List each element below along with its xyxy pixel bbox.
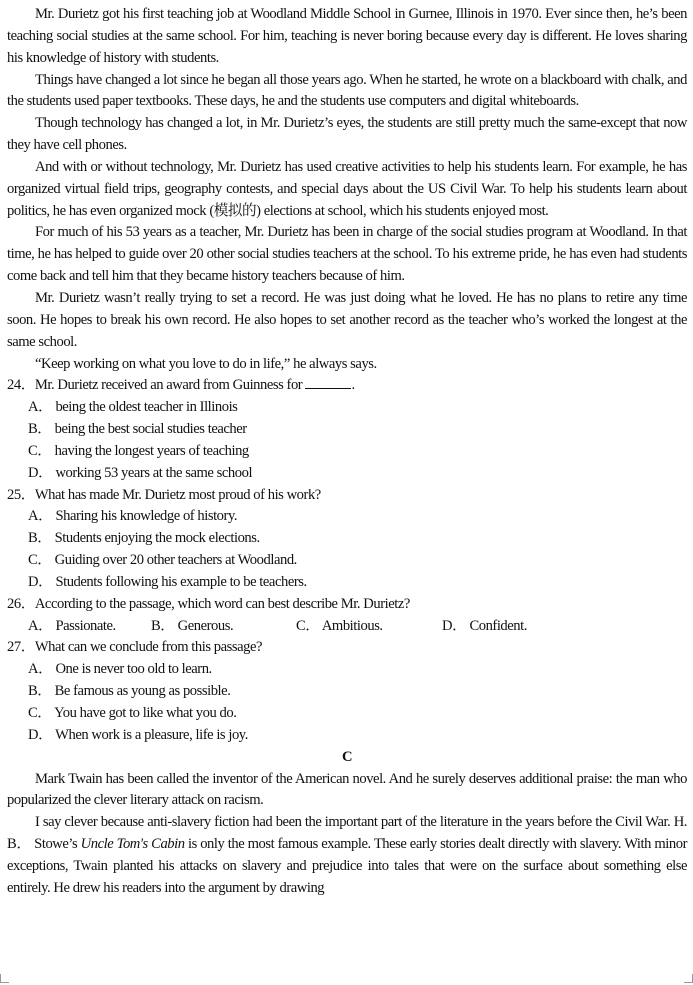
- option-text: You have got to like what you do.: [54, 705, 237, 721]
- answer-blank: [305, 376, 351, 389]
- option-letter: C．: [28, 442, 52, 459]
- question-text: What has made Mr. Durietz most proud of his work?: [34, 486, 321, 503]
- option-letter: D．: [28, 464, 53, 481]
- option-text: Students following his example to be teachers.: [55, 573, 307, 590]
- option-text: When work is a pleasure, life is joy.: [55, 726, 248, 743]
- option-letter: D．: [442, 617, 467, 634]
- option-d: [442, 616, 527, 638]
- option-letter: A．: [28, 399, 53, 416]
- option-letter: A．: [28, 508, 53, 525]
- option-letter: B．: [28, 421, 52, 438]
- option-letter: C．: [296, 617, 320, 634]
- option-text: having the longest years of teaching: [54, 442, 249, 459]
- option-text: Generous.: [177, 617, 234, 634]
- question-text: According to the passage, which word can best describe Mr. Durietz?: [34, 595, 410, 612]
- option-a: [28, 616, 151, 638]
- section-heading: C: [341, 748, 353, 765]
- option-text: working 53 years at the same school: [55, 464, 253, 481]
- option-letter: B．: [28, 683, 52, 700]
- passage-paragraph: Mr. Durietz got his first teaching job at Woodland Middle School in Gurnee, Illinois in 1970. Ever since then, he’s been teaching social studies at the same school. For him, teaching is never boring because every day is different. He loves sharing his knowledge of history with students.: [7, 6, 687, 66]
- option-a: [28, 659, 687, 681]
- question-stem: [7, 485, 687, 507]
- passage-paragraph: Mark Twain has been called the inventor of the American novel. And he surely deserves additional praise: the man who popularized the clever literary attack on racism.: [7, 770, 687, 809]
- option-text: One is never too old to learn.: [55, 661, 212, 678]
- option-a: [28, 397, 687, 419]
- option-text: being the best social studies teacher: [54, 421, 247, 438]
- option-text: Sharing his knowledge of history.: [55, 508, 238, 525]
- option-text: Be famous as young as possible.: [54, 683, 231, 700]
- question-text: What can we conclude from this passage?: [34, 639, 263, 656]
- option-d: [28, 463, 687, 485]
- question-24: [7, 375, 687, 484]
- passage-paragraph: Mr. Durietz wasn’t really trying to set a record. He was just doing what he loved. He has no plans to retire any time soon. He hopes to break his own record. He also hopes to set another record as the teacher who’s worked the longest at the same school.: [7, 289, 687, 350]
- page-corner-mark: [684, 974, 693, 983]
- question-number: 27．: [7, 639, 35, 656]
- question-26: [7, 594, 687, 638]
- option-text: Ambitious.: [321, 617, 383, 634]
- question-number: 25．: [7, 486, 35, 503]
- question-stem: [7, 594, 687, 616]
- passage-paragraph: Though technology has changed a lot, in Mr. Durietz’s eyes, the students are still pretty much the same-except that now they have cell phones.: [7, 115, 687, 154]
- option-letter: D．: [28, 726, 53, 743]
- option-a: [28, 506, 687, 528]
- options-row: [28, 616, 687, 638]
- question-text: Mr. Durietz received an award from Guinness for: [34, 377, 303, 394]
- option-text: being the oldest teacher in Illinois: [55, 399, 238, 416]
- passage-b: [7, 4, 687, 375]
- option-b: [28, 681, 687, 703]
- option-b: [28, 419, 687, 441]
- option-letter: B．: [28, 530, 52, 547]
- question-stem: [7, 637, 687, 659]
- passage-paragraph: Things have changed a lot since he began all those years ago. When he started, he wrote on a blackboard with chalk, and the students used paper textbooks. These days, he and the students use computers and digital whiteboards.: [7, 71, 687, 110]
- option-text: Guiding over 20 other teachers at Woodland.: [54, 552, 297, 569]
- book-title: Uncle Tom's Cabin: [80, 836, 185, 853]
- option-letter: A．: [28, 661, 53, 678]
- option-b: [151, 616, 296, 638]
- option-letter: D．: [28, 573, 53, 590]
- question-text-end: .: [351, 377, 355, 394]
- passage-paragraph: “Keep working on what you love to do in life,” he always says.: [35, 355, 377, 372]
- option-letter: A．: [28, 617, 53, 634]
- option-c: [296, 616, 442, 638]
- option-d: [28, 725, 687, 747]
- option-letter: C．: [28, 552, 52, 569]
- option-c: [28, 703, 687, 725]
- paragraph-text: is only the most famous example. These early stories dealt directly with slavery. With minor exceptions, Twain planted his attacks on slavery and prejudice into tales that were on the surface about something else entirely. He drew his readers into the argument by drawing: [7, 836, 687, 896]
- option-text: Students enjoying the mock elections.: [54, 530, 260, 547]
- question-number: 26．: [7, 595, 35, 612]
- option-d: [28, 572, 687, 594]
- question-25: [7, 485, 687, 594]
- option-text: Passionate.: [55, 617, 116, 634]
- question-number: 24．: [7, 377, 35, 394]
- option-letter: B．: [151, 617, 175, 634]
- passage-paragraph: [7, 812, 687, 899]
- passage-paragraph: For much of his 53 years as a teacher, Mr. Durietz has been in charge of the social studies program at Woodland. In that time, he has helped to guide over 20 other social studies teachers at the school. To his extreme pride, he has even had students come back and tell him that they became history teachers because of him.: [7, 224, 687, 285]
- question-27: [7, 637, 687, 746]
- option-b: [28, 528, 687, 550]
- question-stem: [7, 375, 687, 397]
- option-letter: C．: [28, 705, 52, 721]
- option-c: [28, 441, 687, 463]
- page-corner-mark: [0, 974, 9, 983]
- option-text: Confident.: [469, 617, 527, 634]
- option-c: [28, 550, 687, 572]
- passage-paragraph: And with or without technology, Mr. Durietz has used creative activities to help his students learn. For example, he has organized virtual field trips, geography contests, and special days about the US Civil War. To help his students learn about politics, he has even organized mock (模拟的) elections at school, which his students enjoyed most.: [7, 158, 687, 219]
- paragraph-text: I say clever because anti-slavery fiction had been the important part of the literature in the years before the Civil War. H. B． Stowe’s: [7, 814, 687, 853]
- passage-c: [7, 747, 687, 900]
